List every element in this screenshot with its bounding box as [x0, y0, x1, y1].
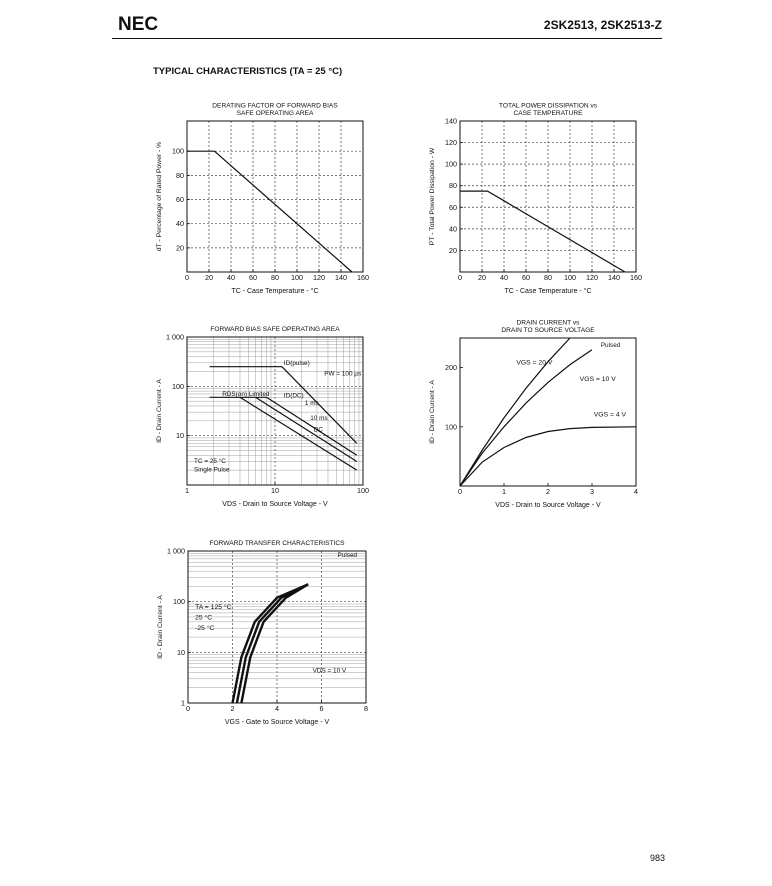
y-tick-label: 20 — [449, 245, 457, 255]
x-tick-label: 80 — [271, 273, 279, 282]
y-tick-label: 100 — [172, 381, 184, 391]
chart-title: FORWARD TRANSFER CHARACTERISTICS — [209, 540, 345, 547]
y-tick-label: 20 — [176, 243, 184, 253]
chart-annotation: Single Pulse — [194, 466, 230, 474]
x-tick-label: 10 — [271, 486, 279, 495]
x-axis-label: TC - Case Temperature - °C — [504, 288, 592, 295]
chart-2 — [429, 103, 642, 296]
x-tick-label: 80 — [544, 273, 552, 282]
y-tick-label: 1 000 — [167, 546, 185, 556]
x-tick-label: 120 — [313, 273, 325, 282]
x-tick-label: 2 — [546, 487, 550, 496]
x-tick-label: 0 — [186, 704, 190, 713]
part-number: 2SK2513, 2SK2513-Z — [543, 18, 662, 32]
y-tick-label: 60 — [449, 202, 457, 212]
x-tick-label: 140 — [608, 273, 620, 282]
y-tick-label: 10 — [177, 647, 185, 657]
page-number: 983 — [650, 853, 666, 863]
series-label: VGS = 4 V — [593, 411, 627, 419]
x-tick-label: 0 — [185, 273, 189, 282]
x-tick-label: 1 — [502, 487, 506, 496]
y-tick-label: 100 — [173, 597, 185, 607]
y-tick-label: 100 — [172, 146, 184, 156]
x-tick-label: 60 — [249, 273, 257, 282]
x-tick-label: 40 — [500, 273, 508, 282]
x-tick-label: 20 — [478, 273, 486, 282]
series-label: VGS = 20 V — [516, 359, 553, 367]
chart-3 — [156, 326, 369, 508]
x-tick-label: 4 — [634, 487, 638, 496]
chart-annotation: Pulsed — [337, 552, 358, 560]
x-tick-label: 8 — [364, 704, 368, 713]
series-line-6 — [240, 397, 357, 470]
x-tick-label: 6 — [319, 704, 324, 713]
series-line-1 — [460, 191, 625, 272]
y-axis-label: dT - Percentage of Rated Power - % — [156, 141, 163, 252]
y-tick-label: 140 — [445, 116, 457, 126]
x-tick-label: 100 — [291, 273, 303, 282]
series-line-3 — [460, 427, 636, 486]
chart-1 — [156, 103, 369, 296]
chart-annotation: ID(DC) — [283, 392, 304, 400]
chart-4 — [429, 320, 638, 510]
section-title: TYPICAL CHARACTERISTICS (TA = 25 °C) — [153, 66, 343, 77]
y-axis-label: PT - Total Power Dissipation - W — [429, 147, 436, 246]
chart-annotation: VDS = 10 V — [312, 667, 347, 675]
x-axis-label: VDS - Drain to Source Voltage - V — [495, 502, 601, 509]
x-tick-label: 120 — [586, 273, 598, 282]
series-label: TA = 125 °C — [195, 603, 232, 611]
series-label: -25 °C — [195, 625, 215, 633]
chart-1-grid — [187, 121, 363, 272]
chart-title: DRAIN CURRENT vs — [516, 319, 580, 327]
chart-title: TOTAL POWER DISSIPATION vs — [498, 102, 598, 110]
y-tick-label: 100 — [445, 422, 457, 432]
y-tick-label: 80 — [449, 181, 457, 191]
series-line-1 — [187, 151, 352, 272]
x-tick-label: 3 — [590, 487, 594, 496]
y-tick-label: 10 — [176, 431, 184, 441]
chart-title: DRAIN TO SOURCE VOLTAGE — [501, 327, 595, 334]
series-label: VGS = 10 V — [579, 375, 616, 383]
chart-title: DERATING FACTOR OF FORWARD BIAS — [212, 102, 338, 110]
y-axis-label: ID - Drain Current - A — [157, 595, 164, 659]
x-tick-label: 0 — [458, 487, 462, 496]
x-axis-label: VDS - Drain to Source Voltage - V — [222, 501, 328, 508]
x-tick-label: 160 — [630, 273, 642, 282]
chart-title: CASE TEMPERATURE — [513, 110, 583, 117]
y-tick-label: 80 — [176, 170, 184, 180]
y-axis-label: ID - Drain Current - A — [429, 380, 436, 444]
chart-annotation: PW = 100 µs — [324, 370, 362, 378]
x-tick-label: 140 — [335, 273, 347, 282]
chart-title: SAFE OPERATING AREA — [236, 110, 314, 117]
y-tick-label: 1 — [181, 698, 185, 708]
x-tick-label: 60 — [522, 273, 530, 282]
x-tick-label: 4 — [275, 704, 279, 713]
chart-title: FORWARD BIAS SAFE OPERATING AREA — [210, 326, 340, 333]
x-tick-label: 100 — [357, 486, 369, 495]
chart-annotation: Pulsed — [600, 341, 621, 349]
y-tick-label: 200 — [445, 363, 457, 373]
x-axis-label: TC - Case Temperature - °C — [231, 288, 319, 295]
series-label: 25 °C — [195, 614, 213, 622]
x-tick-label: 100 — [564, 273, 576, 282]
x-axis-label: VGS - Gate to Source Voltage - V — [224, 719, 330, 726]
chart-annotation: RDS(on) Limited — [222, 391, 270, 399]
x-tick-label: 1 — [185, 486, 189, 495]
chart-5 — [157, 540, 368, 726]
chart-annotation: 1 ms — [304, 400, 319, 408]
series-line-2 — [460, 350, 592, 486]
series-line-1 — [460, 338, 570, 486]
chart-annotation: 10 ms — [310, 414, 328, 422]
x-tick-label: 0 — [458, 273, 462, 282]
x-tick-label: 160 — [357, 273, 369, 282]
chart-annotation: ID(pulse) — [283, 360, 310, 368]
chart-5-grid — [188, 551, 366, 703]
y-tick-label: 100 — [445, 159, 457, 169]
y-axis-label: ID - Drain Current - A — [156, 379, 163, 443]
y-tick-label: 40 — [449, 224, 457, 234]
x-tick-label: 2 — [230, 704, 235, 713]
x-tick-label: 40 — [227, 273, 235, 282]
y-tick-label: 1 000 — [166, 332, 184, 342]
chart-2-grid — [460, 121, 636, 272]
y-tick-label: 60 — [176, 195, 184, 205]
chart-annotation: DC — [313, 426, 323, 434]
chart-annotation: TC = 25 °C — [194, 457, 226, 465]
y-tick-label: 120 — [445, 138, 457, 148]
x-tick-label: 20 — [205, 273, 213, 282]
y-tick-label: 40 — [176, 219, 184, 229]
nec-logo: NEC — [118, 14, 159, 35]
